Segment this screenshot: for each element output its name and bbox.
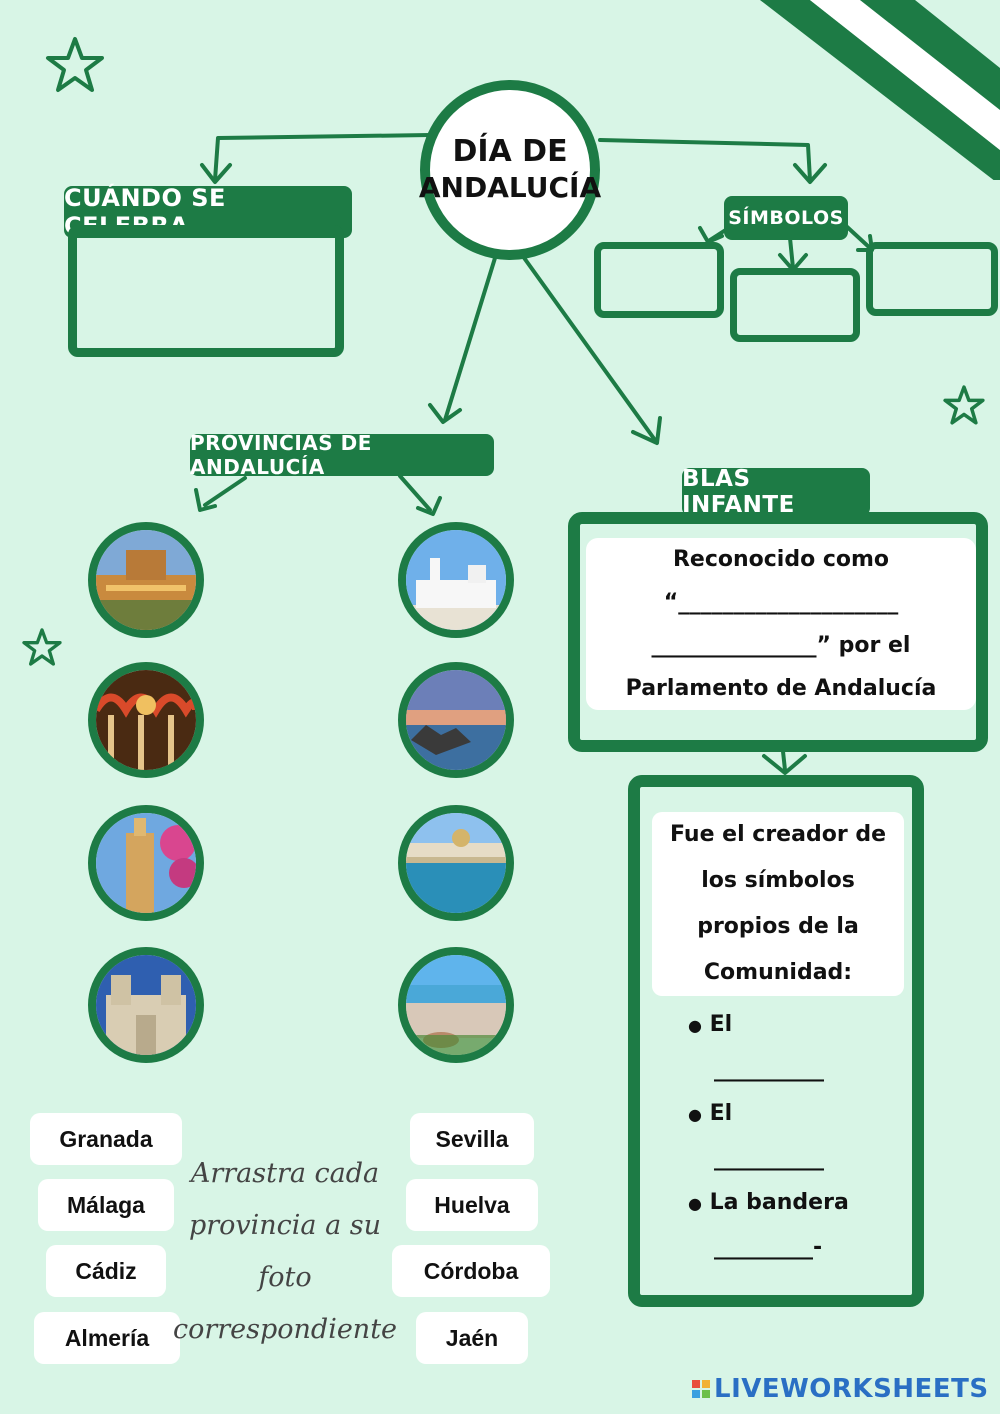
blas-line-3[interactable]: _______________” por el	[651, 633, 911, 658]
instruction-line-2: provincia a su	[188, 1210, 382, 1241]
simbolos-heading: SÍMBOLOS	[724, 196, 848, 240]
province-tag-jaen[interactable]: Jaén	[416, 1312, 528, 1364]
cuando-answer-box[interactable]	[68, 225, 344, 357]
brand-text: LIVEWORKSHEETS	[714, 1374, 989, 1404]
simbolo-box-1[interactable]	[594, 242, 724, 318]
creador-line-1: Fue el creador de	[670, 822, 886, 847]
bullet-blank[interactable]: __________	[714, 1057, 824, 1082]
bullet-item: ● La bandera	[688, 1190, 849, 1215]
cadiz-photo[interactable]	[398, 805, 514, 921]
bullet-label: El	[709, 1012, 733, 1037]
province-tag-sevilla[interactable]: Sevilla	[410, 1113, 534, 1165]
malaga-photo[interactable]	[398, 947, 514, 1063]
creador-card-content	[652, 812, 904, 996]
province-tag-malaga[interactable]: Málaga	[38, 1179, 174, 1231]
creador-line-3: propios de la	[697, 914, 859, 939]
blas-line-2[interactable]: “____________________	[663, 590, 899, 615]
liveworksheets-logo-icon	[692, 1380, 710, 1398]
bullet-label: La bandera	[709, 1190, 849, 1215]
giralda-photo[interactable]	[88, 805, 204, 921]
simbolo-box-3[interactable]	[866, 242, 998, 316]
mezquita-photo[interactable]	[88, 662, 204, 778]
provincias-heading: PROVINCIAS DE ANDALUCÍA	[190, 434, 494, 476]
province-tag-almeria[interactable]: Almería	[34, 1312, 180, 1364]
simbolo-box-2[interactable]	[730, 268, 860, 342]
liveworksheets-logo	[692, 1374, 989, 1404]
instruction-text	[160, 1148, 410, 1356]
province-tag-cadiz[interactable]: Cádiz	[46, 1245, 166, 1297]
blas-card-content	[586, 538, 976, 710]
bullet-blank[interactable]: _________-	[714, 1235, 823, 1260]
province-tag-huelva[interactable]: Huelva	[406, 1179, 538, 1231]
coast-rocks-photo[interactable]	[398, 662, 514, 778]
bullet-label: El	[709, 1101, 733, 1126]
title-circle	[420, 80, 600, 260]
province-tag-cordoba[interactable]: Córdoba	[392, 1245, 550, 1297]
creador-bullet-list	[688, 1003, 898, 1270]
instruction-line-1: Arrastra cada	[190, 1158, 380, 1189]
creador-line-2: los símbolos	[701, 868, 855, 893]
blas-heading: BLAS INFANTE	[682, 468, 870, 516]
bullet-item: ● El	[688, 1012, 733, 1037]
bullet-item: ● El	[688, 1101, 733, 1126]
creador-line-4: Comunidad:	[703, 960, 853, 985]
bullet-blank[interactable]: __________	[714, 1146, 824, 1171]
province-tag-granada[interactable]: Granada	[30, 1113, 182, 1165]
jaen-cathedral-photo[interactable]	[88, 947, 204, 1063]
blas-line-1: Reconocido como	[672, 547, 890, 572]
instruction-line-3: foto	[258, 1262, 312, 1293]
instruction-line-4: correspondiente	[172, 1314, 398, 1345]
title-line-2: ANDALUCÍA	[418, 171, 602, 204]
cuando-heading: CUÁNDO SE CELEBRA	[64, 186, 352, 238]
alhambra-photo[interactable]	[88, 522, 204, 638]
title-line-1: DÍA DE	[452, 134, 568, 169]
blas-line-4: Parlamento de Andalucía	[625, 676, 937, 701]
almeria-church-photo[interactable]	[398, 522, 514, 638]
